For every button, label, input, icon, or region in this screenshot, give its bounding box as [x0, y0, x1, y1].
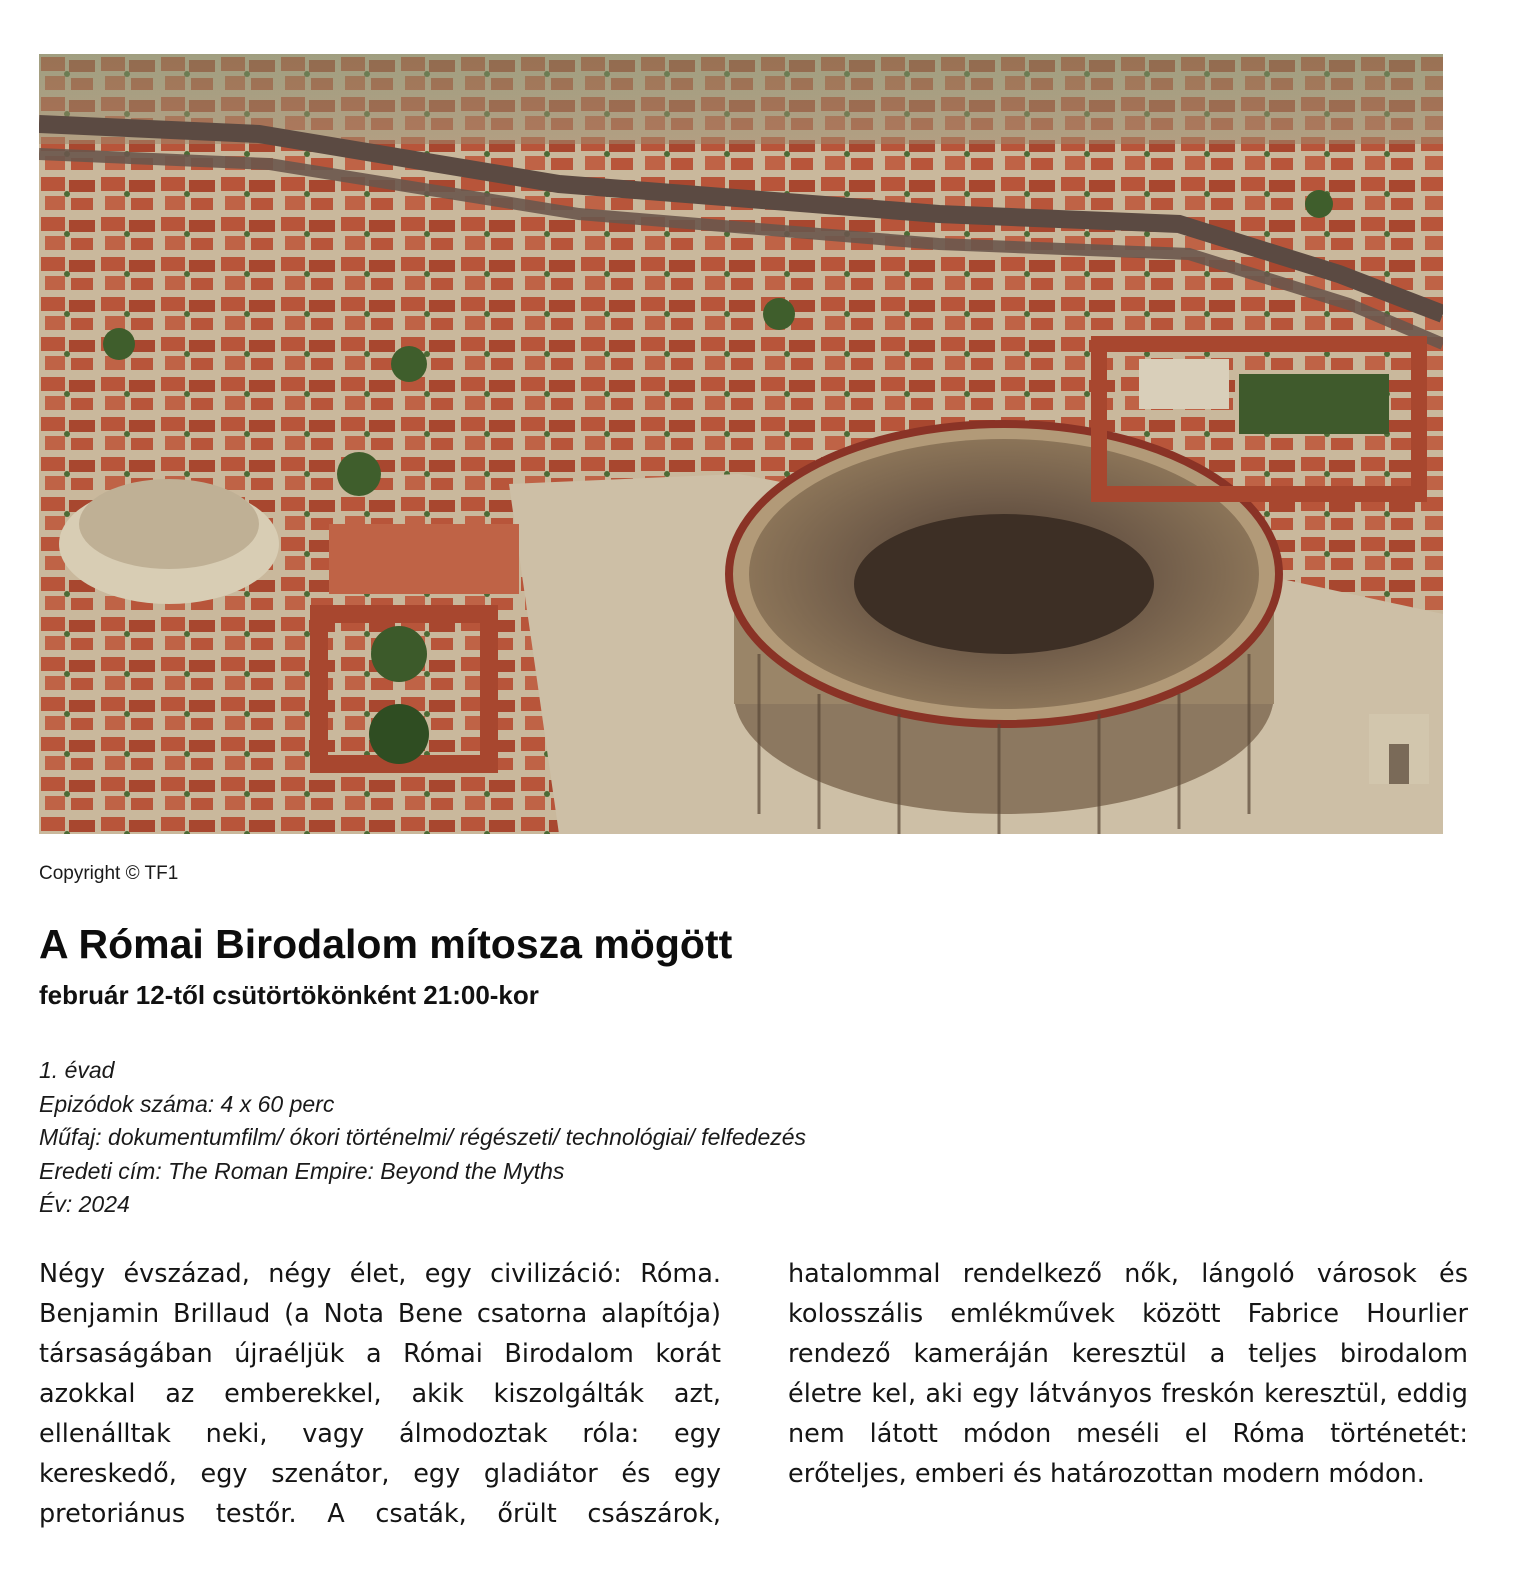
image-copyright: Copyright © TF1 [39, 863, 179, 884]
episode-count: Epizódok száma: 4 x 60 perc [39, 1090, 335, 1117]
original-title: Eredeti cím: The Roman Empire: Beyond the Myths [39, 1157, 565, 1184]
show-metadata [39, 1054, 806, 1222]
broadcast-schedule: február 12-től csütörtökönként 21:00-kor [39, 980, 539, 1010]
body-text-left-column: Négy évszázad, négy élet, egy civilizáció: Róma. Benjamin Brillaud (a Nota Bene csatorna alapítója) társaságában újraéljük a Római Birodalom korát azokkal az emberekkel, akik kiszolgálták azt, ellenálltak neki, vagy álmodoztak róla: egy kereskedő, egy szenátor, egy gladiátor és egy pretoriánus testőr. A csaták, őrült császárok, [39, 1259, 721, 1529]
season: 1. évad [39, 1057, 115, 1083]
year: Év: 2024 [39, 1191, 130, 1217]
page-title: A Római Birodalom mítosza mögött [39, 921, 733, 967]
colosseum-aerial-illustration [39, 54, 1443, 834]
body-text-right-column: hatalommal rendelkező nők, lángoló városok és kolosszális emlékművek között Fabrice Hourlier rendező kameráján keresztül a teljes birodalom életre kel, aki egy látványos freskón keresztül, eddig nem látott módon meséli el Róma történetét: erőteljes, emberi és határozottan modern módon. [788, 1259, 1468, 1489]
hero-image [39, 54, 1443, 834]
genre: Műfaj: dokumentumfilm/ ókori történelmi/ régészeti/ technológiai/ felfedezés [39, 1124, 807, 1150]
